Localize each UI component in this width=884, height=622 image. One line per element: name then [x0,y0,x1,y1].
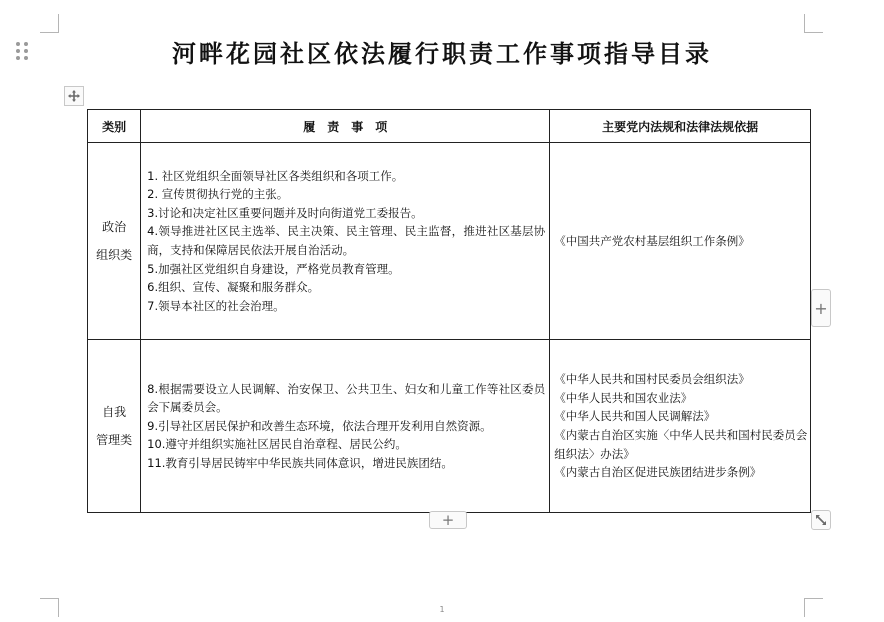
duties-cell-political[interactable] [141,143,550,340]
move-arrows-icon [67,89,81,103]
duty-item-4: 4.领导推进社区民主选举、民主决策、民主管理、民主监督，推进社区基层协商，支持和保障居民依法开展自治活动。 [147,224,546,257]
table-move-handle[interactable] [64,86,84,106]
duty-item-1: 1. 社区党组织全面领导社区各类组织和各项工作。 [147,168,404,183]
basis-item: 《中华人民共和国村民委员会组织法》 [554,372,750,387]
category-label-line1: 自我 [102,405,127,419]
basis-cell-political[interactable] [550,143,811,340]
basis-item: 《中华人民共和国农业法》 [554,390,693,405]
add-row-button[interactable] [429,511,467,529]
duty-item-8: 8.根据需要设立人民调解、治安保卫、公共卫生、妇女和儿童工作等社区委员会下属委员会。 [147,381,546,415]
duty-item-6: 6.组织、宣传、凝聚和服务群众。 [147,280,320,295]
table-row-political [88,143,811,340]
duty-item-7: 7.领导本社区的社会治理。 [147,298,285,313]
category-label-line1: 政治 [102,220,127,234]
add-column-button[interactable] [811,289,831,327]
basis-item: 《中国共产党农村基层组织工作条例》 [554,233,750,248]
duty-item-10: 10.遵守并组织实施社区居民自治章程、居民公约。 [147,437,407,452]
header-basis[interactable]: 主要党内法规和法律法规依据 [550,110,811,143]
category-label-line2: 管理类 [96,433,133,447]
duty-item-5: 5.加强社区党组织自身建设，严格党员教育管理。 [147,261,400,276]
header-duties[interactable]: 履 责 事 项 [141,110,550,143]
table-row-self-management [88,340,811,513]
basis-item: 《内蒙古自治区促进民族团结进步条例》 [554,465,762,480]
table-header-row [88,110,811,143]
page-title: 河畔花园社区依法履行职责工作事项指导目录 [172,40,712,68]
category-cell-political[interactable] [88,143,141,340]
duty-item-9: 9.引导社区居民保护和改善生态环境，依法合理开发利用自然资源。 [147,418,492,433]
category-cell-self-management[interactable] [88,340,141,513]
table-resize-handle[interactable] [811,510,831,530]
basis-cell-self-management[interactable] [550,340,811,513]
plus-icon: + [441,511,455,529]
plus-icon: + [814,298,828,318]
duty-item-2: 2. 宣传贯彻执行党的主张。 [147,187,289,202]
duties-cell-self-management[interactable] [141,340,550,513]
basis-item: 《内蒙古自治区实施〈中华人民共和国村民委员会组织法〉办法》 [554,428,808,461]
page-number: 1 [439,605,445,614]
category-label-line2: 组织类 [96,248,133,262]
duty-item-3: 3.讨论和决定社区重要问题并及时向街道党工委报告。 [147,205,423,220]
page-corner-top-left [40,14,59,33]
page-corner-top-right [804,14,823,33]
resize-diagonal-icon [815,514,827,526]
duty-item-11: 11.教育引导居民铸牢中华民族共同体意识，增进民族团结。 [147,455,453,470]
basis-item: 《中华人民共和国人民调解法》 [554,409,716,424]
header-category[interactable]: 类别 [88,110,141,143]
duties-table [87,109,811,513]
